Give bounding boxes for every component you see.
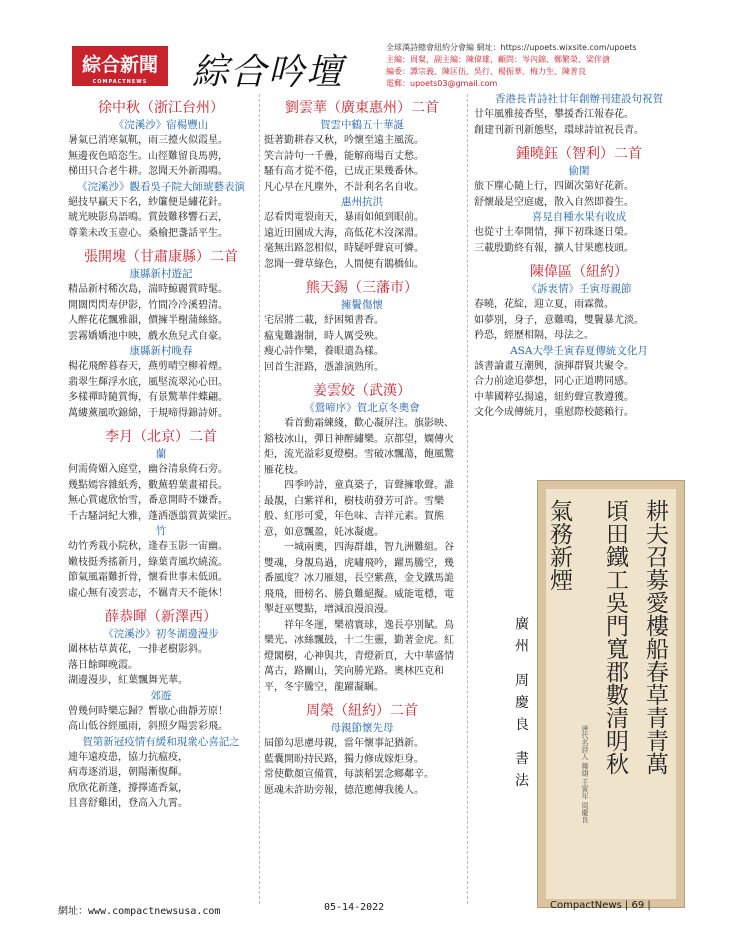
poem-paragraph: 一城兩奧，四海群雄，智九洲難組。谷雙魂，身靚鳥過，虎嘯飛吟，躍馬騰空，幾番風度？冰刀雁翅，長空紫燕，金戈鐵馬詭飛飛，冊榜名、勝負難絕擬。威能電穩，電掣赶巫雙點，增減浪漫浪漫。 — [264, 542, 454, 615]
column-3 — [474, 92, 684, 421]
poet-name: 徐中秋（浙江台州） — [98, 100, 224, 116]
poem-title: 康縣新村遊記 — [129, 268, 193, 280]
poem-line: 忍看閃電裂南天，暴雨如傾到眼前。 — [264, 212, 424, 223]
poem-line: 絕技早贏天下名，紗簾便是繡花針。 — [68, 196, 228, 208]
header-info — [386, 42, 692, 90]
poem-title: 惠州抗洪 — [341, 196, 383, 208]
poem-body — [68, 462, 254, 524]
poem-title: 擁鬢傷懷 — [341, 299, 383, 311]
brand-logo — [72, 46, 168, 86]
header-line-3: 編委：譚宗義、陳匡伍、吳行、楊振華、梅力生、陳普良 — [386, 67, 586, 76]
poem-line: 病毒逐消退，朝陽漸復輝。 — [68, 767, 188, 778]
poem-line: 何需倚媚入庭堂，幽谷清泉倚石旁。 — [68, 464, 228, 475]
poem-line: 宅居將二載，紓困頻書香。 — [264, 315, 384, 326]
poem-body — [68, 539, 254, 601]
page-header — [72, 42, 692, 92]
calligraphy-column: 頃田鐵工吳門寬郡數清明秋 — [602, 499, 628, 775]
poem-line: 琥光映影鳥語鳴。賞鼓難移響石丟， — [68, 212, 228, 223]
poem-line: 該書論畫互潮興，演揮群賢共聚令。 — [474, 360, 634, 372]
poem-line: 節氣風霜難折骨，懷看世事未低頭。 — [68, 572, 228, 583]
poem-line: 旅下塵心隨上行，四圍次第好花新。 — [474, 181, 634, 192]
calligraphy-credit: 廣州 周慶良 書法 — [513, 616, 529, 795]
poem-line: 凡心早在凡塵外，不計利名名自收。 — [264, 181, 424, 193]
poem-line: 人醉花花飄雅韻，價擁半榭蒲絲絡。 — [68, 315, 228, 326]
poem-paragraph: 看首動霜練綫，歡心凝屏注。旗影映、豁枝冰山，彈日神醉繡樂。京都望，嫻傳火炬，流光溢彩夏燈樹。雪破冰飄蕩，飽風驚雁花枝。 — [264, 418, 454, 476]
poem-title: 竹 — [155, 525, 167, 537]
poem-title: 喜見自種水果有收成 — [531, 211, 627, 223]
poem-line: 愿魂未許助旁報，德范應傳我後人。 — [264, 784, 424, 796]
poem-line: 毫無出路忽相似，時疑呼聲哀可憐。 — [264, 243, 424, 254]
footer-url[interactable]: 網址：www.compactnewsusa.com — [58, 906, 221, 917]
poet-name: 鍾曉鈺（智利）二首 — [516, 146, 642, 162]
column-1 — [68, 92, 254, 812]
poem-line: 尊業未改玉壺心。桑榆把盞話平生。 — [68, 227, 228, 239]
poem-title: 偷閑 — [568, 165, 590, 177]
poem-line: 高山低谷經風雨，斜照夕陽雲彩飛。 — [68, 721, 228, 732]
poem-line: 廿年風雅接香堅，攀援香江報春花。 — [474, 109, 634, 120]
poem-title: 《浣溪沙》觀看吳子院大師琥藝表演 — [77, 180, 245, 193]
poet-name: 周榮（紐約）二首 — [306, 703, 418, 719]
poem-line: 文化今成傳統月，重慰際校懿賴行。 — [474, 407, 634, 418]
poem-line: 無心賞處欣怡雪，番意開時不嫌香。 — [68, 495, 228, 506]
poem-body — [68, 642, 254, 689]
poem-line: 開闊閃閃寿伊影，竹間冷冷溪碧清。 — [68, 299, 228, 311]
poem-line: 春曉，花綻，迎立夏，雨霖微。 — [474, 299, 614, 310]
poem-body — [264, 133, 460, 195]
section-title: 綜合吟壇 — [192, 52, 345, 93]
poet-name: 陳偉區（紐約） — [530, 264, 628, 280]
poem-paragraph: 祥年冬運，樂禧寰球，逸長亭別賦。鳥樂光、冰絲飄鼓，十二生靈，勤著金虎。紅燈閣樹，心神與共，青燈新頁，大中華盛情萬古，路關山，笑向勝光路。奧林匹克和平，冬宇騰空，龍躍凝瞩。 — [264, 619, 454, 693]
poem-line: 挺著勤耕春又秋，吟懷至遠主風流。 — [264, 135, 424, 146]
poem-line: 舒懷最是空庭處，散入自然即養生。 — [474, 196, 634, 208]
poem-body — [68, 195, 254, 242]
poem-title: 《訴衷情》壬寅母親節 — [526, 283, 632, 295]
poem-line: 多樣禪時隨賞悔，有景驚華伴蝶翩。 — [68, 392, 228, 403]
poem-body — [264, 313, 460, 375]
poem-body — [68, 359, 254, 421]
poem-line: 回首生涯路，憑誰演熟所。 — [264, 361, 384, 373]
poem-line: 遠近田園成大海，高低花木沒深淵。 — [264, 227, 424, 239]
poem-line: 雲霧嬌嬌池中映，戲水魚兒式自豪。 — [68, 330, 228, 342]
poem-line: 萬縷薰風吹錦綿，于規啼得錦詩妍。 — [68, 407, 228, 419]
calligraphy-paper — [546, 489, 676, 899]
poem-title: 康縣新村晚春 — [129, 345, 193, 357]
poem-body — [264, 736, 460, 798]
calligraphy-inscription: 唐代名詩人 韓翃 壬寅年 周慶良 — [581, 725, 589, 823]
poem-body — [474, 107, 684, 138]
poem-line: 三載殷勤終有報，擴人甘果應枝頭。 — [474, 242, 634, 254]
poem-title: 《浣溪沙》宿楊豐山 — [113, 119, 209, 131]
calligraphy-column: 耕夫召募愛樓船春草青青萬 — [642, 499, 668, 775]
poem-body — [474, 297, 684, 344]
poem-line: 如夢別，身子，意難鳴，雙鬢暴尤淡。 — [474, 314, 644, 326]
poem-line: 嫩枝挺秀搖新月，綠葉青風坎繞流。 — [68, 556, 228, 568]
poem-line: 連年遠疫患，協力抗瘟疫， — [68, 751, 188, 763]
footer-date: 05-14-2022 — [324, 902, 385, 913]
poet-name: 李月（北京）二首 — [105, 429, 217, 445]
brand-name: 綜合新聞 — [81, 54, 158, 76]
poem-line: 藍囊開盼持民路，獨力修成嫁炬身。 — [264, 753, 424, 765]
poem-title: ASA大學壬寅春夏傳統文化月 — [510, 344, 648, 357]
poem-title: 母親節懷先母 — [330, 722, 394, 734]
poem-title: 《鶯啼序》賀北京冬奧會 — [304, 402, 420, 414]
poem-line: 合力前途追夢想，同心正道聘同感。 — [474, 376, 634, 387]
poem-paragraph: 四季吟詩，童真築子，盲聲擁歌聲。誰最靚，白紫祥和，樹枝萌發芳可許。雪樂般、紅彤可愛，年色味、吉祥元素。賀熊意，如意飄盈，奼冰凝處。 — [264, 480, 454, 538]
poem-title: 蘭 — [155, 448, 167, 460]
poem-line: 瘦心詩作樂，養眼遣為樣。 — [264, 346, 384, 357]
calligraphy-scroll — [537, 480, 685, 908]
poem-line: 常使歡顏宣備賞，每談稻罢念鄉鄰辛。 — [264, 769, 434, 780]
poem-line: 翡翠生輝浮水底，風堅流翠沁心田。 — [68, 376, 228, 388]
poem-line: 屆節勾思慮母親，當年懷事記猶新。 — [264, 738, 424, 749]
poet-name: 薛恭暉（新澤西） — [105, 609, 217, 625]
poem-line: 且喜舒雞团，登高入九霄。 — [68, 798, 188, 809]
poem-body — [68, 750, 254, 812]
poet-name: 姜雲姣（武漢） — [313, 383, 411, 399]
poem-title: 香港長青詩社廿年創辦刊建設句祝賀 — [495, 93, 663, 105]
poem-line: 精品新村稀次島，湍時鯨麗賞時髦。 — [68, 284, 228, 295]
poem-line: 虛心無有凌雲志，不羈青天不能休！ — [68, 587, 228, 599]
poem-line: 笑言詩句一千疊，能解商場百丈愁。 — [264, 150, 424, 162]
poem-line: 梯田只合老牛耕。忽聞天外新鴻鳴。 — [68, 166, 228, 177]
poem-line: 楊花飛醉暮春天，燕剪晴空柳着煙。 — [68, 361, 228, 372]
poem-title: 《浣溪沙》初冬湖邊漫步 — [103, 628, 219, 640]
poem-line: 千古騷詞紀大雅，蓬洒憑翦賞黃粱匠。 — [68, 510, 238, 522]
poem-line: 也從寸土奉開情，揮下初珠逐日榮。 — [474, 227, 634, 238]
footer-brand: CompactNews | 69 | — [550, 900, 651, 911]
column-2 — [264, 92, 460, 798]
poem-line: 欣欣花新蓬，撐擇遙香氣， — [68, 782, 188, 794]
poem-body — [264, 210, 460, 272]
poem-line: 暑氣已消寒氣靰，雨三擡火似霞星。 — [68, 135, 228, 146]
poet-name: 張開塊（甘肅康縣）二首 — [84, 249, 238, 265]
header-line-1: 全球漢詩總會紐約分會編 網址：https://upoets.wixsite.com/upoets — [386, 43, 637, 52]
poem-body — [68, 704, 254, 735]
poem-title: 賀雲中鶴五十華誕 — [320, 119, 404, 131]
header-line-4: 電郵：upoets03@gmail.com — [386, 79, 498, 88]
poem-line: 湖邊漫步，紅葉飄舞光華。 — [68, 675, 188, 686]
poem-body — [68, 133, 254, 180]
poem-line: 無邊夜色暗恣生。山徑難留良馬骋， — [68, 150, 228, 162]
poem-body — [474, 359, 684, 421]
poet-name: 劉雲華（廣東惠州）二首 — [285, 100, 439, 116]
poem-line: 幾點嫣容雜紙秀，數蕪碧葉畫裙長。 — [68, 479, 228, 491]
calligraphy-column: 氣務新煙 — [546, 499, 572, 591]
poem-line: 騷有高才從不倦，已成正果幾番休。 — [264, 166, 424, 177]
poem-line: 創建刊新刊新態堅，環球詩谊祝長青。 — [474, 124, 644, 136]
poem-title: 郊遊 — [150, 689, 172, 702]
poet-name: 熊天錫（三藩市） — [306, 280, 418, 296]
poem-line: 中華國粹弘揚遠，紐約聲宣教遵獲。 — [474, 391, 634, 403]
poem-line: 曾幾何時樂忘歸？暫歇心曲靜芳原！ — [68, 705, 228, 717]
poem-title: 賀第新冠疫情有緩和現衆心喜記之 — [82, 735, 240, 748]
column-divider — [467, 94, 468, 904]
column-divider — [259, 94, 260, 904]
poem-line: 圍林枯草黃花，一排老樹影斜。 — [68, 644, 208, 655]
poem-body — [474, 225, 684, 256]
poem-line: 落日餘暉晚霞。 — [68, 659, 138, 671]
poem-line: 瘟鬼難謝制，時人厲受殃。 — [264, 330, 384, 342]
poem-body — [68, 282, 254, 344]
poem-body — [264, 416, 460, 695]
poem-line: 幼竹秀栽小院秋，逢春玉影一宙幽。 — [68, 541, 228, 552]
brand-subtitle: COMPACTNEWS — [92, 79, 148, 85]
poem-line: 忽聞一聲草綠色，人間便有鵲橋仙。 — [264, 258, 424, 270]
poem-body — [474, 179, 684, 210]
poem-line: 矜恐，經歷相隔，母法之。 — [474, 330, 594, 341]
header-line-2: 主編：周粲，副主編：陳偉雄，顧問：岑內錦、鄭繁榮、梁伴溏 — [386, 55, 610, 64]
